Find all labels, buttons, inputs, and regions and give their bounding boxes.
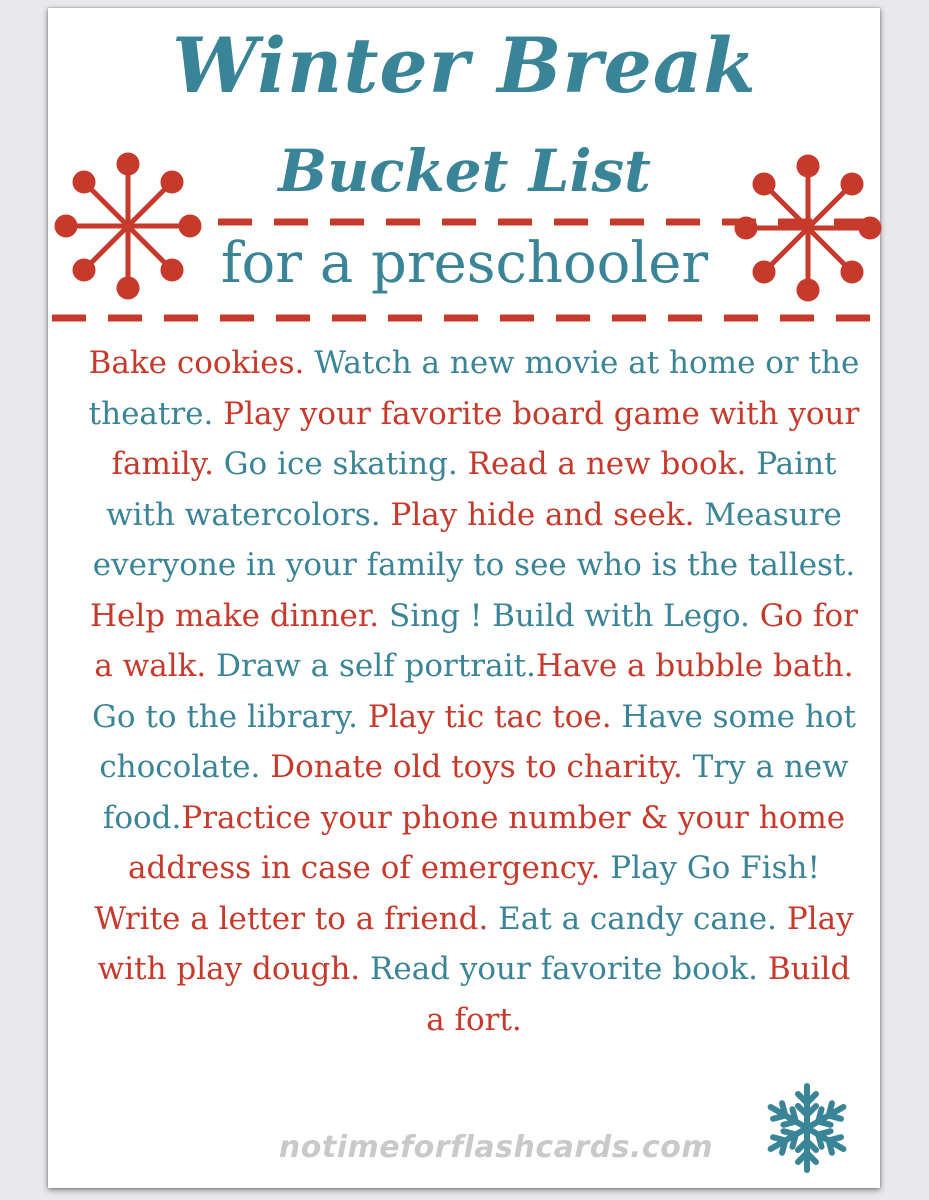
activity-item: Read a new book. <box>467 446 747 482</box>
activity-item: Paint with watercolors. <box>106 446 837 533</box>
activity-item: Read your favorite book. <box>370 951 759 987</box>
activity-item: Sing ! <box>389 597 483 634</box>
activity-item: Play tic tac toe. <box>367 698 612 735</box>
activity-item: Go ice skating. <box>223 446 458 482</box>
activity-item: Donate old toys to charity. <box>270 749 683 785</box>
activity-item: Write a letter to a friend. <box>94 900 489 937</box>
activity-item: Have a bubble bath. <box>535 648 854 684</box>
audience-label: for a preschooler <box>220 231 709 296</box>
activity-item: Go to the library. <box>92 698 359 735</box>
activity-item: Build a fort. <box>426 951 851 1038</box>
page-subtitle: Bucket List <box>278 137 651 205</box>
activity-item: Play Go Fish! <box>610 850 820 886</box>
activity-item: Play with play dough. <box>97 900 854 987</box>
website-watermark: notimeforflashcards.com <box>278 1130 714 1165</box>
page-title: Winter Break <box>172 21 757 110</box>
activity-item: Bake cookies. <box>88 345 305 381</box>
activity-item: Measure everyone in your family to see who is the tallest. <box>92 496 856 583</box>
activity-item: Watch a new movie at home or the theatre. <box>88 345 860 432</box>
activity-item: Help make dinner. <box>89 597 380 634</box>
activity-item: Draw a self portrait. <box>216 648 536 684</box>
activity-list <box>86 338 862 1045</box>
activity-item: Eat a candy cane. <box>498 900 777 937</box>
activity-item: Play hide and seek. <box>390 496 695 533</box>
activity-item: Try a new food. <box>102 749 849 836</box>
activity-item: Have some hot chocolate. <box>99 698 856 785</box>
snowflake-icon-bottom <box>762 1080 852 1176</box>
activity-item: Play your favorite board game with your family. <box>111 395 860 482</box>
activity-item: Practice your phone number & your home address in case of emergency. <box>128 799 846 886</box>
activity-item: Go for a walk. <box>94 597 859 684</box>
activity-item: Build with Lego. <box>492 597 750 634</box>
